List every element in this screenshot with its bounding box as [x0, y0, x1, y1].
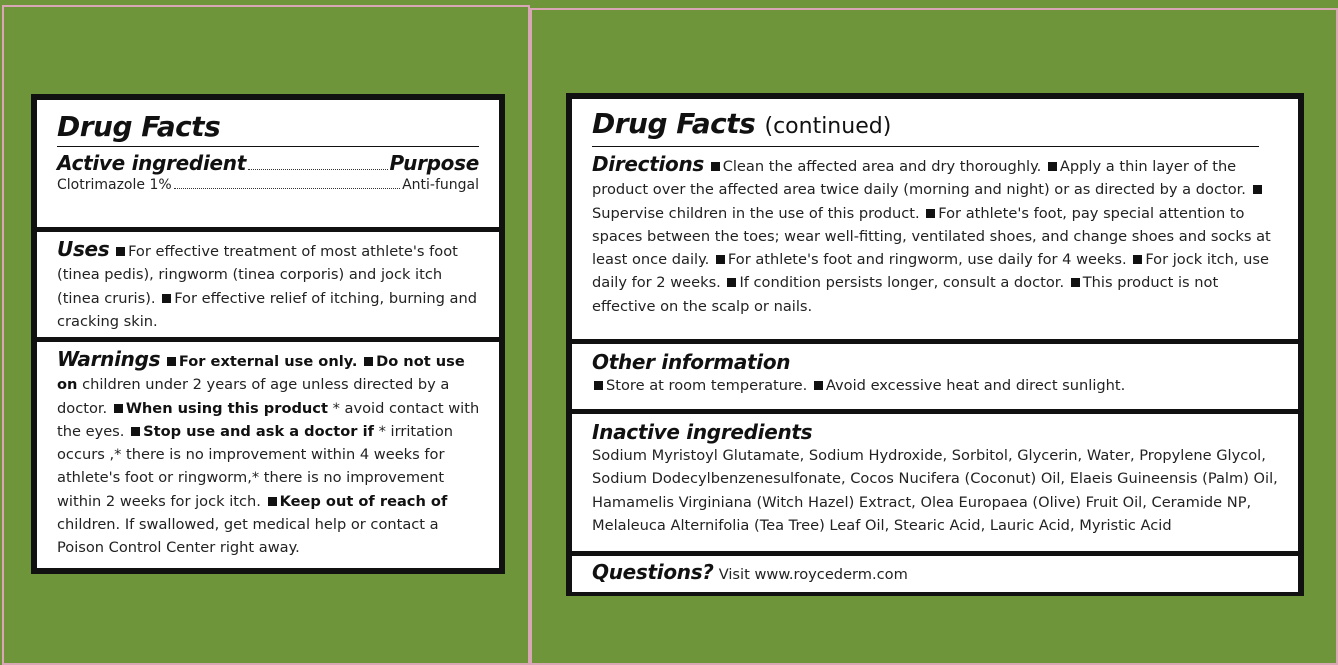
warning-do-not-use: children under 2 years of age unless directed by a doctor. — [57, 376, 450, 417]
title-rule — [57, 146, 479, 147]
other-information-section — [572, 344, 1298, 409]
directions-text — [592, 153, 1278, 318]
direction-item: This product is not effective on the scalp or nails. — [592, 274, 1219, 315]
bullet-icon — [131, 427, 140, 436]
direction-item: For athlete's foot and ringworm, use daily for 4 weeks. — [727, 251, 1127, 269]
uses-item: For effective relief of itching, burning and cracking skin. — [57, 289, 477, 330]
warning-keep-out: children. If swallowed, get medical help or contact a Poison Control Center right away. — [57, 516, 439, 557]
uses-section — [37, 232, 499, 337]
bullet-icon — [162, 294, 171, 303]
direction-item: Apply a thin layer of the product over the affected area twice daily (morning and night) or as directed by a doctor. — [592, 158, 1246, 199]
leader-dots — [248, 169, 388, 170]
other-item: Avoid excessive heat and direct sunlight. — [825, 377, 1126, 394]
warnings-text — [57, 348, 481, 560]
title-section — [37, 100, 499, 227]
direction-item: If condition persists longer, consult a doctor. — [739, 274, 1065, 292]
bullet-icon — [114, 404, 123, 413]
questions-section — [572, 556, 1298, 592]
uses-item: For effective treatment of most athlete's foot (tinea pedis), ringworm (tinea corporis) and jock itch (tinea cruris). — [57, 243, 458, 307]
questions-heading: Questions? — [592, 560, 714, 584]
page-title-continued — [592, 107, 1278, 144]
bullet-icon — [167, 357, 176, 366]
warning-when-using-label: When using this product — [125, 399, 328, 417]
bullet-icon — [1048, 162, 1057, 171]
other-item: Store at room temperature. — [606, 377, 808, 394]
inactive-ingredients-text: Sodium Myristoyl Glutamate, Sodium Hydroxide, Sorbitol, Glycerin, Water, Propylene Glycol, Sodium Dodecylbenzenesulfonate, Cocos Nucifera (Coconut) Oil, Elaeis Guineensis (Palm) Oil, Hamamelis Virginiana (Witch Hazel) Extract, Olea Europaea (Olive) Fruit Oil, Ceramide NP, Melaleuca Alternifolia (Tea Tree) Leaf Oil, Stearic Acid, Lauric Acid, Myristic Acid — [592, 447, 1278, 534]
bullet-icon — [1133, 255, 1142, 264]
warning-external: For external use only. — [178, 353, 358, 370]
uses-heading: Uses — [57, 237, 110, 261]
bullet-icon — [926, 209, 935, 218]
warnings-section — [37, 342, 499, 568]
ingredient-name: Clotrimazole 1% — [57, 177, 172, 193]
warning-keep-out-label: Keep out of reach of — [279, 492, 448, 510]
bullet-icon — [727, 278, 736, 287]
direction-item: For athlete's foot, pay special attention to spaces between the toes; wear well-fitting, ventilated shoes, and change shoes and socks at least once daily. — [592, 204, 1271, 269]
uses-text — [57, 238, 479, 333]
drug-facts-box-right — [566, 93, 1304, 596]
bullet-icon — [1253, 185, 1262, 194]
bullet-icon — [716, 255, 725, 264]
bullet-icon — [814, 381, 823, 390]
directions-heading: Directions — [592, 152, 705, 176]
bullet-icon — [364, 357, 373, 366]
bullet-icon — [268, 497, 277, 506]
directions-section — [572, 99, 1298, 339]
warnings-heading: Warnings — [57, 347, 161, 371]
inactive-ingredients-heading: Inactive ingredients — [592, 420, 813, 444]
purpose-heading: Purpose — [389, 151, 479, 175]
bullet-icon — [116, 247, 125, 256]
direction-item: For jock itch, use daily for 2 weeks. — [592, 251, 1270, 292]
direction-item: Supervise children in the use of this product. — [592, 204, 920, 222]
warning-stop-use-label: Stop use and ask a doctor if — [143, 422, 374, 440]
inactive-ingredients-section — [572, 414, 1298, 551]
bullet-icon — [1071, 278, 1080, 287]
questions-text: Visit www.roycederm.com — [718, 566, 908, 583]
title-rule — [592, 146, 1259, 147]
ingredient-purpose: Anti-fungal — [402, 177, 479, 193]
bullet-icon — [594, 381, 603, 390]
ingredient-row — [57, 177, 479, 194]
warning-do-not-use-label: Do not use on — [57, 353, 465, 394]
drug-facts-box-left — [31, 94, 505, 574]
right-title: Drug Facts — [592, 107, 756, 140]
continued-label: (continued) — [764, 114, 892, 139]
active-ingredient-heading: Active ingredient — [57, 151, 246, 175]
page-title: Drug Facts — [57, 110, 221, 143]
leader-dots — [174, 188, 400, 189]
other-information-heading: Other information — [592, 350, 791, 374]
active-ingredient-header-row — [57, 151, 479, 175]
other-information-text — [592, 374, 1278, 397]
warning-stop-use: * irritation occurs ,* there is no improvement within 4 weeks for athlete's foot or ringworm,* there is no improvement within 2 weeks for jock itch. — [57, 422, 454, 510]
direction-item: Clean the affected area and dry thoroughly. — [722, 158, 1042, 175]
warning-when-using: * avoid contact with the eyes. — [57, 399, 480, 440]
bullet-icon — [711, 162, 720, 171]
